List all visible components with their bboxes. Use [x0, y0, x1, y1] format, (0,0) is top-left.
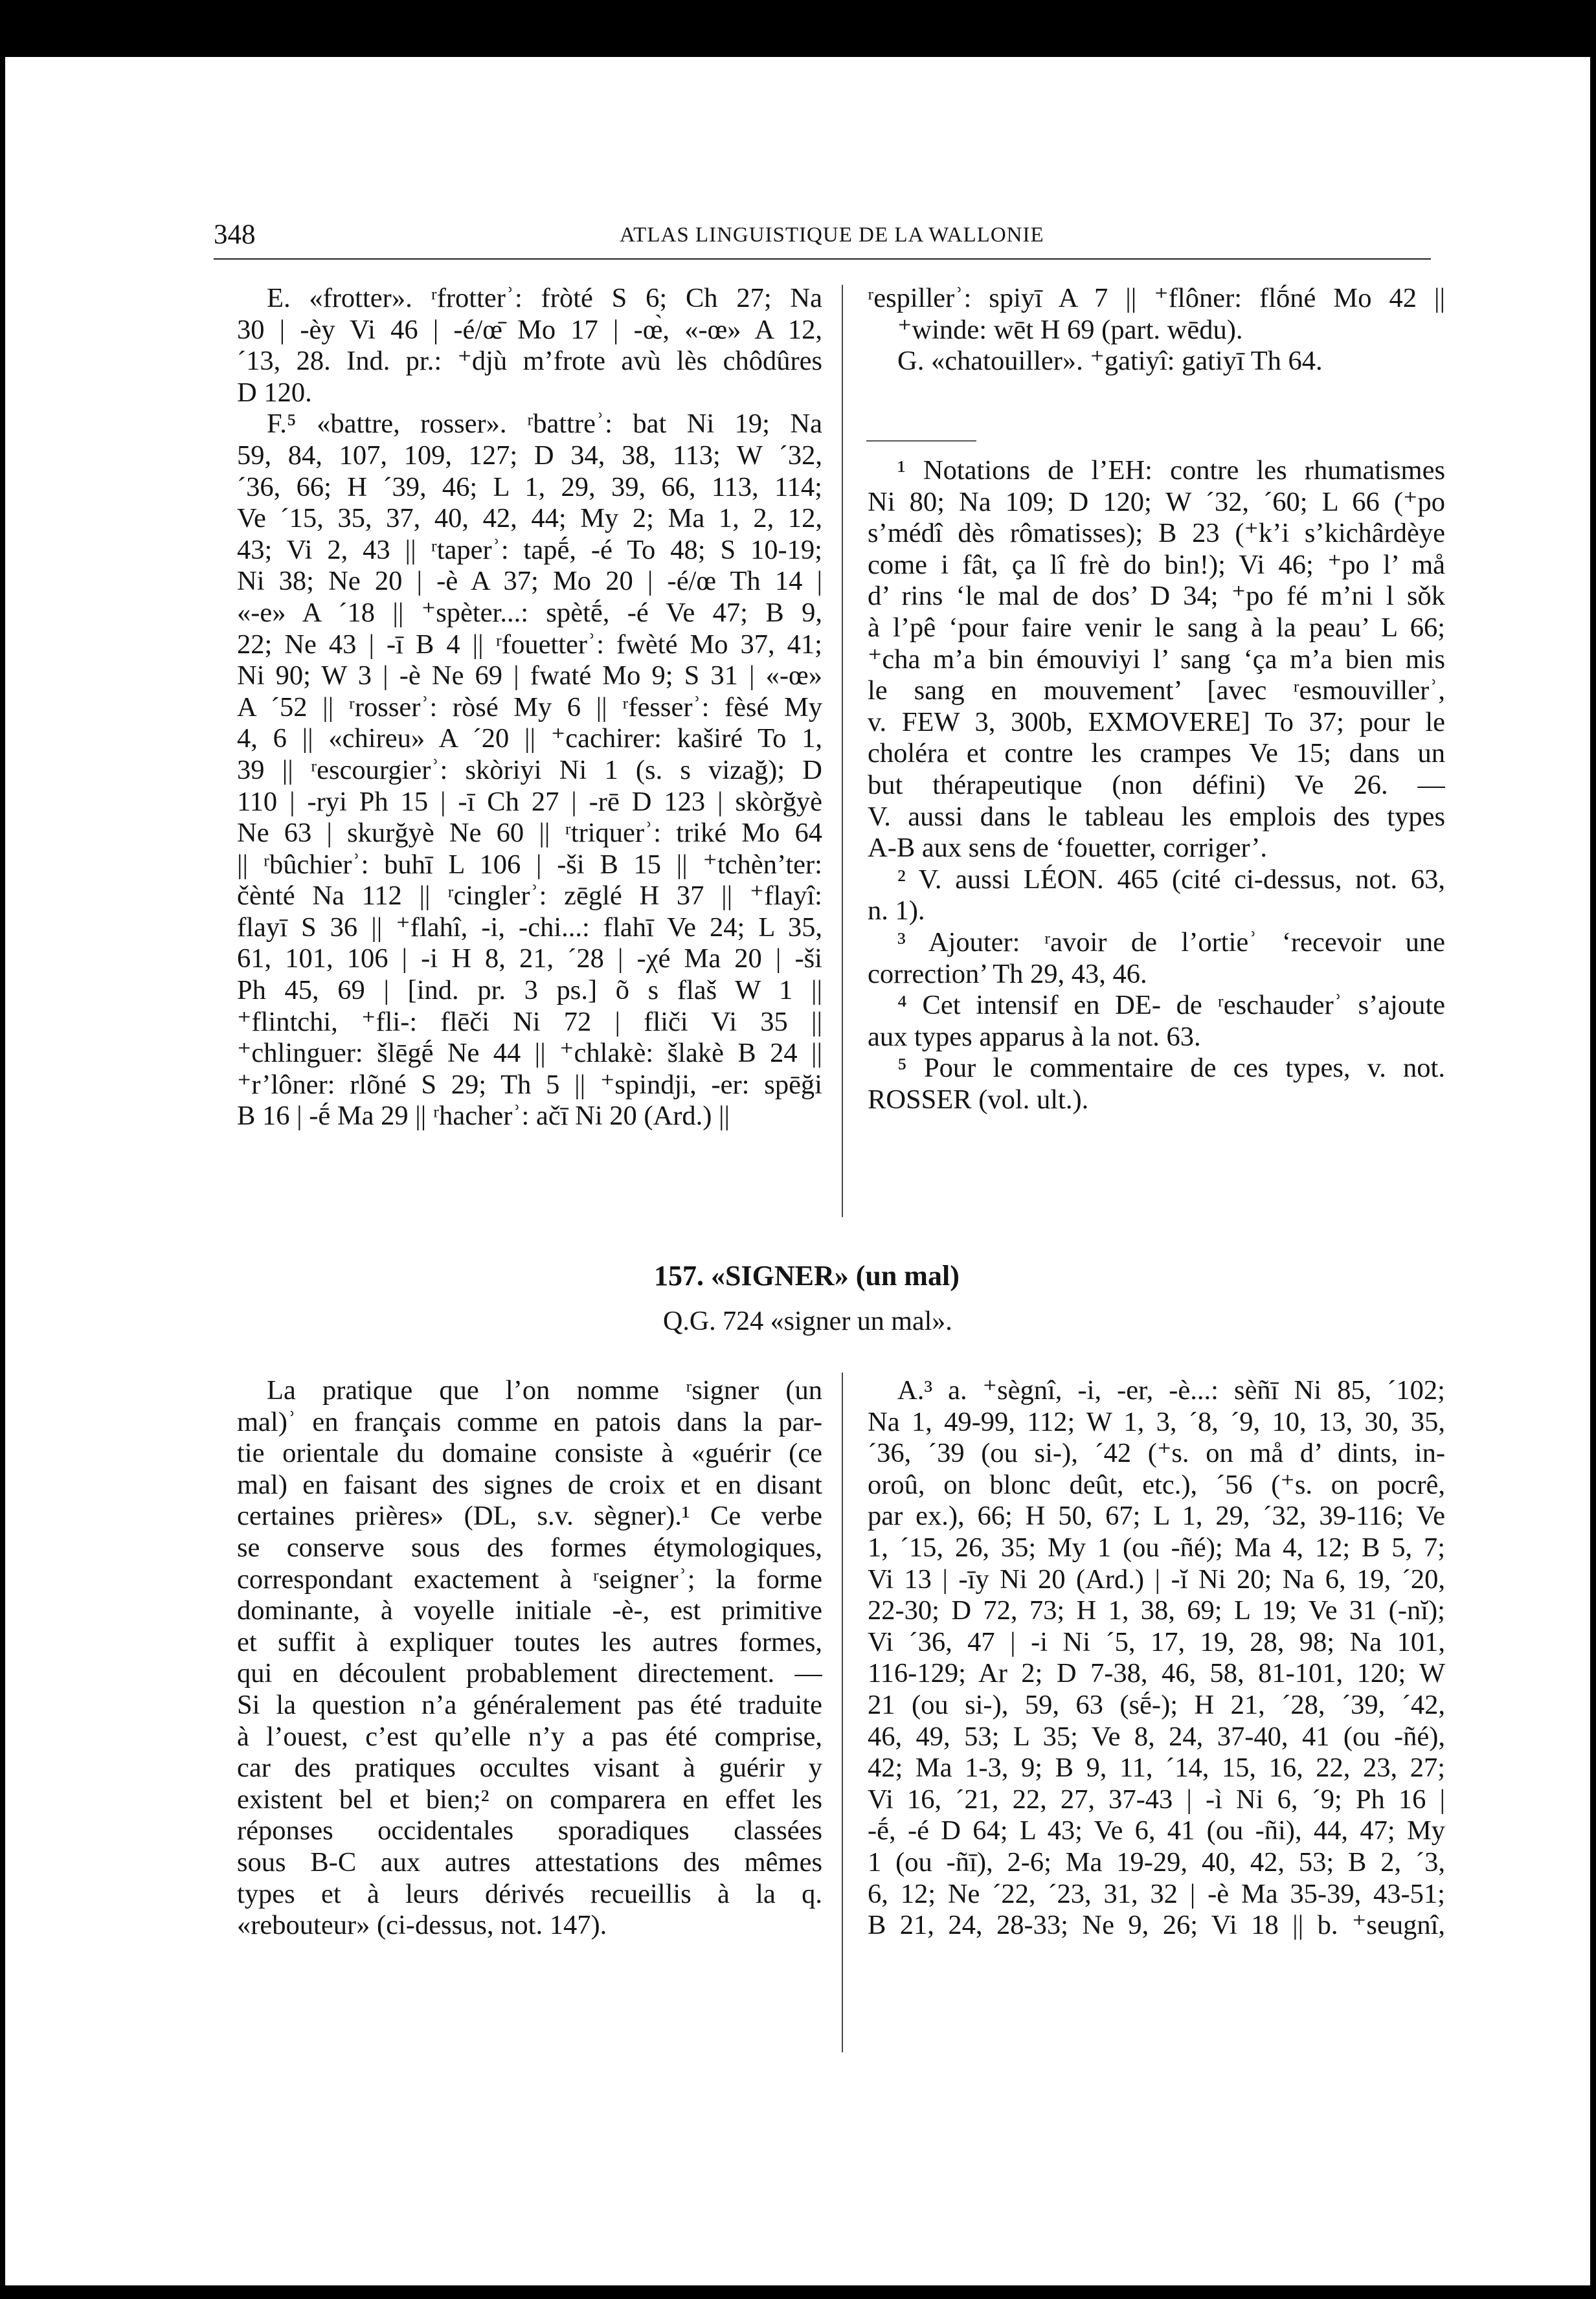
text-line: se conserve sous des formes étymologiques, — [237, 1532, 822, 1563]
text-line: Ve ´15, 35, 37, 40, 42, 44; My 2; Ma 1, 2, 12, — [237, 503, 822, 534]
scan-bottom-border — [0, 2285, 1596, 2299]
text-line: G. «chatouiller». ⁺gatiyî: gatiyī Th 64. — [897, 346, 1323, 377]
text-line: 61, 101, 106 | -i H 8, 21, ´28 | -χé Ma 20 | -ši — [237, 943, 822, 974]
text-line: E. «frotter». ʳfrotterʾ: fròté S 6; Ch 27; Na — [267, 283, 822, 313]
text-line: čènté Na 112 || ʳcinglerʾ: zēglé H 37 || ⁺flayî: — [237, 880, 822, 912]
scan-right-border — [1590, 57, 1596, 2285]
page-number: 348 — [214, 219, 256, 250]
text-line: oroû, on blonc deût, etc.), ´56 (⁺s. on pocrê, — [868, 1469, 1445, 1500]
text-line: Vi ´36, 47 | -i Ni ´5, 17, 19, 28, 98; Na 101, — [868, 1626, 1445, 1657]
text-line: ³ Ajouter: ʳavoir de l’ortieʾ ‘recevoir une — [897, 926, 1445, 958]
text-line: F.⁵ «battre, rosser». ʳbattreʾ: bat Ni 19; Na — [267, 409, 822, 440]
text-line: mal)ʾ en français comme en patois dans la par- — [237, 1406, 822, 1437]
text-line: n. 1). — [868, 895, 925, 926]
text-line: Ni 90; W 3 | -è Ne 69 | fwaté Mo 9; S 31 | «-œ» — [237, 660, 822, 691]
text-line: Ni 80; Na 109; D 120; W ´32, ´60; L 66 (⁺po — [868, 486, 1445, 517]
text-line: certaines prières» (DL, s.v. sègner).¹ Ce verbe — [237, 1501, 822, 1532]
bottom-right-column — [868, 1375, 1445, 1942]
text-line: 46, 49, 53; L 35; Ve 8, 24, 37-40, 41 (ou -ñé), — [868, 1721, 1445, 1752]
top-left-column — [237, 283, 822, 1132]
text-line: 1, ´15, 26, 35; My 1 (ou -ñé); Ma 4, 12; B 5, 7; — [868, 1532, 1445, 1563]
text-line: 22-30; D 72, 73; H 1, 38, 69; L 19; Ve 31 (-nĭ); — [868, 1595, 1445, 1626]
text-line: La pratique que l’on nomme ʳsigner (un — [267, 1375, 822, 1406]
text-line: ⁺flintchi, ⁺fli-: flēči Ni 72 | fliči Vi 35 || — [237, 1006, 822, 1037]
text-line: ROSSER (vol. ult.). — [868, 1084, 1089, 1115]
bottom-left-column — [237, 1375, 822, 1942]
text-line: «rebouteur» (ci-dessus, not. 147). — [237, 1910, 607, 1941]
footnote-rule — [866, 440, 976, 442]
text-line: 30 | -èy Vi 46 | -é/œ̄ Mo 17 | -œ̀, «-œ» A 12, — [237, 314, 822, 345]
text-line: 1 (ou -ñī), 2-6; Ma 19-29, 40, 42, 53; B 2, ´3, — [868, 1846, 1445, 1878]
running-head: ATLAS LINGUISTIQUE DE LA WALLONIE — [620, 223, 1044, 247]
text-line: 4, 6 || «chireu» A ´20 || ⁺cachirer: kaširé To 1, — [237, 723, 822, 754]
text-line: 59, 84, 107, 109, 127; D 34, 38, 113; W ´32, — [237, 440, 822, 471]
text-line: le sang en mouvement’ [avec ʳesmouvillerʾ, — [868, 675, 1445, 706]
text-line: V. aussi dans le tableau les emplois des types — [868, 801, 1445, 832]
text-line: Vi 13 | -īy Ni 20 (Ard.) | -ĭ Ni 20; Na 6, 19, ´20, — [868, 1564, 1445, 1595]
text-line: tie orientale du domaine consiste à «guérir (ce — [237, 1438, 822, 1469]
scan-left-border — [0, 57, 5, 2285]
text-line: qui en découlent probablement directement. — — [237, 1658, 822, 1689]
text-line: réponses occidentales sporadiques classées — [237, 1815, 822, 1846]
text-line: dominante, à voyelle initiale -è-, est primitive — [237, 1595, 822, 1626]
text-line: flayī S 36 || ⁺flahî, -i, -chi...: flahī Ve 24; L 35, — [237, 912, 822, 943]
text-line: A.³ a. ⁺sègnî, -i, -er, -è...: sèñī Ni 85, ´102; — [897, 1375, 1445, 1406]
section-title: 157. «SIGNER» (un mal) — [654, 1260, 960, 1292]
text-line: et suffit à expliquer toutes les autres formes, — [237, 1626, 822, 1657]
text-line: B 21, 24, 28-33; Ne 9, 26; Vi 18 || b. ⁺seugnî, — [868, 1910, 1445, 1941]
text-line: types et à leurs dérivés recueillis à la q. — [237, 1878, 822, 1909]
text-line: D 120. — [237, 377, 312, 408]
text-line: 43; Vi 2, 43 || ʳtaperʾ: tapḗ, -é To 48; S 10-19; — [237, 534, 822, 565]
text-line: d’ rins ‘le mal de dos’ D 34; ⁺po fé m’ni l sǒk — [868, 581, 1445, 612]
text-line: correction’ Th 29, 43, 46. — [868, 958, 1147, 989]
text-line: mal) en faisant des signes de croix et en disant — [237, 1469, 822, 1500]
text-line: Na 1, 49-99, 112; W 1, 3, ´8, ´9, 10, 13, 30, 35, — [868, 1406, 1445, 1437]
text-line: «-e» A ´18 || ⁺spèter...: spètḗ, -é Ve 47; B 9, — [237, 597, 822, 628]
text-line: ⁺r’lôner: rlõné S 29; Th 5 || ⁺spindji, -er: spēği — [237, 1069, 822, 1100]
text-line: 21 (ou si-), 59, 63 (sḗ-); H 21, ´28, ´39, ´42, — [868, 1689, 1445, 1720]
text-line: s’médî dès rômatisses); B 23 (⁺k’i s’kichârdèye — [868, 518, 1445, 549]
section-subtitle: Q.G. 724 «signer un mal». — [663, 1307, 952, 1336]
text-line: ´36, 66; H ´39, 46; L 1, 29, 39, 66, 113, 114; — [237, 471, 822, 502]
top-right-column — [868, 283, 1445, 377]
text-line: -ḗ, -é D 64; L 43; Ve 6, 41 (ou -ñi), 44, 47; My — [868, 1815, 1445, 1846]
text-line: ⁺cha m’a bin émouviyi l’ sang ‘ça m’a bien mis — [868, 644, 1445, 675]
header-rule — [214, 258, 1431, 260]
text-line: sous B-C aux autres attestations des mêmes — [237, 1846, 822, 1878]
text-line: ´13, 28. Ind. pr.: ⁺djù m’frote avù lès chôdûres — [237, 346, 822, 377]
text-line: 22; Ne 43 | -ī B 4 || ʳfouetterʾ: fwèté Mo 37, 41; — [237, 629, 822, 660]
text-line: ⁴ Cet intensif en DE- de ʳeschauderʾ s’ajoute — [897, 990, 1445, 1021]
text-line: Si la question n’a généralement pas été traduite — [237, 1689, 822, 1720]
scan-top-border — [0, 0, 1596, 57]
text-line: v. FEW 3, 300b, EXMOVERE] To 37; pour le — [868, 706, 1445, 737]
text-line: 116-129; Ar 2; D 7-38, 46, 58, 81-101, 120; W — [868, 1658, 1445, 1689]
text-line: 42; Ma 1-3, 9; B 9, 11, ´14, 15, 16, 22, 23, 27; — [868, 1753, 1445, 1784]
text-line: ⁵ Pour le commentaire de ces types, v. not. — [897, 1053, 1445, 1084]
text-line: ʳespillerʾ: spiyī A 7 || ⁺flôner: flṓné Mo 42 || — [868, 283, 1445, 313]
text-line: but thérapeutique (non défini) Ve 26. — — [868, 769, 1445, 800]
text-line: car des pratiques occultes visant à guérir y — [237, 1753, 822, 1784]
text-line: ² V. aussi LÉON. 465 (cité ci-dessus, not. 63, — [897, 864, 1445, 895]
text-line: B 16 | -ḗ Ma 29 || ʳhacherʾ: ačī Ni 20 (Ard.) || — [237, 1101, 730, 1132]
text-line: aux types apparus à la not. 63. — [868, 1021, 1201, 1052]
text-line: ⁺winde: wēt H 69 (part. wēdu). — [897, 314, 1243, 345]
text-line: 110 | -ryi Ph 15 | -ī Ch 27 | -rē D 123 | skòrğyè — [237, 786, 822, 817]
footnotes — [868, 455, 1445, 1116]
text-line: Ni 38; Ne 20 | -è A 37; Mo 20 | -é/œ Th 14 | — [237, 566, 822, 597]
text-line: à l’pê ‘pour faire venir le sang à la peau’ L 66; — [868, 612, 1445, 643]
text-line: 39 || ʳescourgierʾ: skòriyi Ni 1 (s. s vizağ); D — [237, 754, 822, 785]
text-line: come i fât, ça lî frè do bin!); Vi 46; ⁺po l’ må — [868, 549, 1445, 580]
text-line: ´36, ´39 (ou si-), ´42 (⁺s. on må d’ dints, in- — [868, 1438, 1445, 1469]
text-line: ¹ Notations de l’EH: contre les rhumatismes — [897, 455, 1445, 486]
text-line: Ne 63 | skurğyè Ne 60 || ʳtriquerʾ: triké Mo 64 — [237, 818, 822, 849]
text-line: à l’ouest, c’est qu’elle n’y a pas été comprise, — [237, 1721, 822, 1752]
text-line: A ´52 || ʳrosserʾ: ròsé My 6 || ʳfesserʾ: fèsé My — [237, 691, 822, 723]
text-line: Vi 16, ´21, 22, 27, 37-43 | -ì Ni 6, ´9; Ph 16 | — [868, 1784, 1445, 1815]
column-divider-bottom — [842, 1373, 843, 2052]
text-line: par ex.), 66; H 50, 67; L 1, 29, ´32, 39-116; Ve — [868, 1501, 1445, 1532]
text-line: correspondant exactement à ʳseignerʾ; la forme — [237, 1564, 822, 1595]
text-line: choléra et contre les crampes Ve 15; dans un — [868, 738, 1445, 769]
text-line: Ph 45, 69 | [ind. pr. 3 ps.] õ s flaš W 1 || — [237, 975, 822, 1006]
text-line: existent bel et bien;² on comparera en effet les — [237, 1784, 822, 1815]
text-line: || ʳbûchierʾ: buhī L 106 | -ši B 15 || ⁺tchèn’ter: — [237, 849, 822, 880]
column-divider-top — [842, 285, 843, 1217]
text-line: 6, 12; Ne ´22, ´23, 31, 32 | -è Ma 35-39, 43-51; — [868, 1878, 1445, 1909]
text-line: ⁺chlinguer: šlēgḗ Ne 44 || ⁺chlakè: šlakè B 24 || — [237, 1038, 822, 1069]
text-line: A-B aux sens de ‘fouetter, corriger’. — [868, 833, 1268, 864]
